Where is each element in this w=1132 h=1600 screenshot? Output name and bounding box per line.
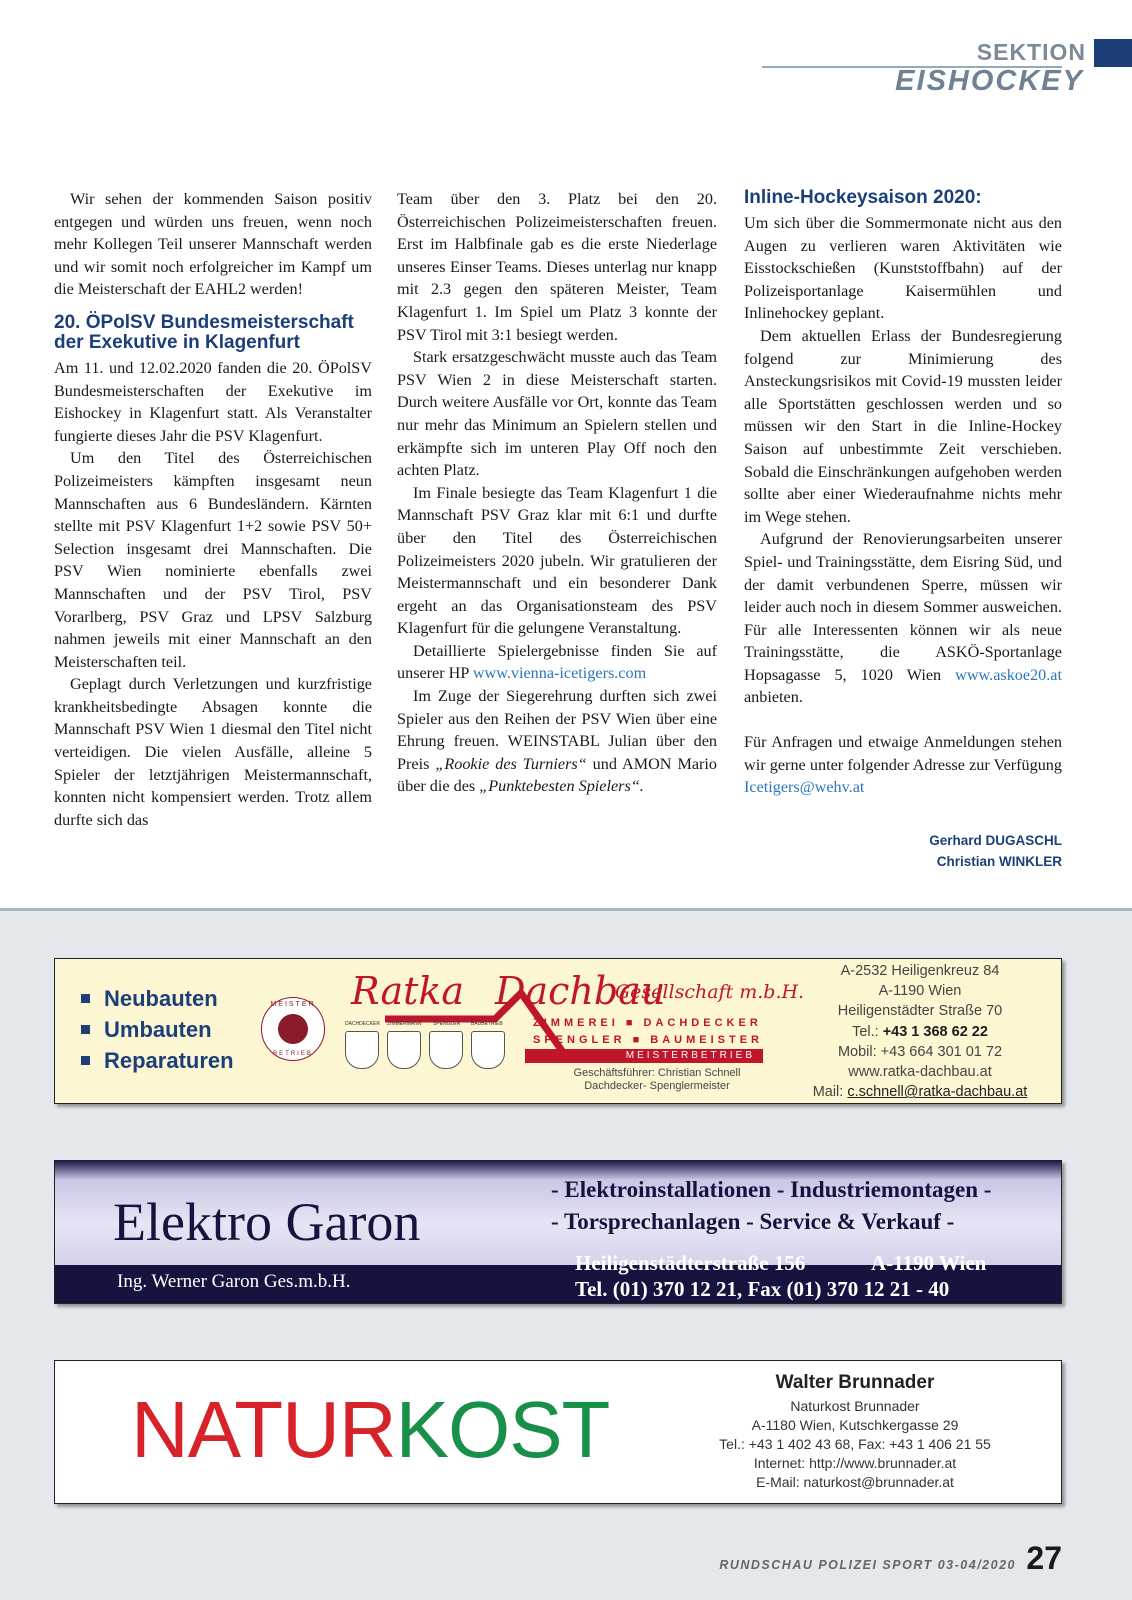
contact-line: Tel.: +43 1 402 43 68, Fax: +43 1 406 21 55 (719, 1436, 991, 1452)
ratka-dachbau-ad (54, 958, 1062, 1104)
vienna-icetigers-link[interactable]: www.vienna-icetigers.com (472, 664, 647, 683)
article-column-3 (744, 188, 1062, 799)
paragraph-text: Aufgrund der Renovierungsarbeiten unserer Spiel- und Trainingsstätte, dem Eisring Süd, und der damit verbundenen Sperre, müssen wir leider auch noch in diesem Sommer ausweichen. Für alle Interessenten können wir als neue Trainingsstätte, die ASKÖ-Sportanlage Hopsagasse 5, 1020 Wien (744, 530, 1062, 684)
mail-link[interactable]: c.schnell@ratka-dachbau.at (847, 1084, 1028, 1101)
gf-line: Geschäftsführer: Christian Schnell (573, 1067, 741, 1079)
author-name: Gerhard DUGASCHL (929, 833, 1062, 848)
square-bullet-icon (81, 1056, 90, 1065)
seal-emblem-icon (278, 1014, 308, 1044)
paragraph: Dem aktuellen Erlass der Bundesregierung folgend zur Minimierung des Ansteckungsrisikos mit Covid-19 mussten leider alle Sportstätten geschlossen werden und so müssen wir den Start in die Inline-Hockey Saison auf unbestimmte Zeit verschieben. Sobald die Einschränkungen aufgehoben werden sollte aber einer Wiederaufnahme nichts mehr im Wege stehen. (744, 326, 1062, 526)
mail-line (785, 1082, 1055, 1102)
crest-label: ZIMMERMANN (387, 1021, 422, 1027)
garon-phone: Tel. (01) 370 12 21, Fax (01) 370 12 21 - 40 (575, 1277, 950, 1301)
page-number: 27 (1026, 1540, 1062, 1576)
service-label: Neubauten (104, 986, 218, 1011)
contact-line: A-1180 Wien, Kutschkergasse 29 (751, 1417, 959, 1433)
paragraph (397, 685, 717, 798)
address-line: Heiligenstädter Straße 70 (837, 1003, 1003, 1020)
paragraph-text: und AMON Mario über die des (397, 754, 717, 796)
award-rookie: „Rookie des Turniers“ (435, 754, 587, 773)
logo-ratka: Ratka (351, 969, 465, 1013)
crest-label: DACHDECKER (345, 1021, 381, 1027)
service-item (81, 1014, 234, 1045)
askoe20-link[interactable]: www.askoe20.at (955, 665, 1062, 684)
trade-line-1: ZIMMEREI ■ DACHDECKER (533, 1017, 762, 1029)
paragraph: Team über den 3. Platz bei den 20. Österreichischen Polizeimeisterschaften freuen. Erst im Halbfinale gab es die erste Niederlage unseres Einser Teams. Dieses unterlag nur knapp mit 2.3 gegen den späteren Meister, Team Klagenfurt 1. Im Spiel um Platz 3 konnte der PSV Tirol mit 3:1 besiegt werden. (397, 190, 717, 344)
garon-city: A-1190 Wien (871, 1251, 987, 1275)
logo-dachbau: Dachbau (495, 969, 666, 1013)
crest-label: BAUBETRIEB (471, 1021, 503, 1027)
seal-text-top: MEISTER (270, 1001, 316, 1008)
seal-text-bottom: BETRIEB (273, 1051, 313, 1057)
email-link[interactable]: E-Mail: naturkost@brunnader.at (756, 1474, 954, 1490)
award-punktebester: „Punktebesten Spielers“. (479, 777, 644, 796)
gf-line: Dachdecker- Spenglermeister (584, 1080, 730, 1092)
website-link[interactable]: Internet: http://www.brunnader.at (753, 1455, 957, 1471)
phone-number: +43 1 368 62 22 (882, 1023, 988, 1040)
paragraph-text: anbieten. (744, 688, 803, 707)
paragraph: Um den Titel des Österreichischen Polizeimeisters kämpften insgesamt neun Mannschaften aus 6 Bundesländern. Kärnten stellte mit PSV Klagenfurt 1+2 sowie PSV 50+ Selection insgesamt drei Mannschaften. Die PSV Wien nominierte ebenfalls zwei Mannschaften und der PSV Tirol, PSV Vorarlberg, PSV Graz und LPSV Salzburg nahmen jeweils mit einer Mannschaft an den Meisterschaften teil. (54, 449, 372, 671)
naturkost-contact (655, 1369, 1055, 1492)
spengler-crest-icon (429, 1031, 463, 1069)
ratka-service-list (81, 983, 234, 1076)
square-bullet-icon (81, 994, 90, 1003)
logo-natur: NATUR (131, 1385, 396, 1474)
website-link[interactable]: www.ratka-dachbau.at (848, 1064, 992, 1081)
address-line: A-2532 Heiligenkreuz 84 (840, 963, 1000, 979)
logo-gesellschaft: Gesellschaft m.b.H. (615, 981, 805, 1003)
mobile-line: Mobil: +43 664 301 01 72 (837, 1043, 1003, 1060)
article-column-2 (397, 188, 717, 798)
section-header (752, 36, 1132, 96)
ratka-managing-director (557, 1067, 757, 1093)
phone-label: Tel.: (852, 1023, 879, 1040)
service-item (81, 983, 234, 1014)
article-heading: Inline-Hockeysaison 2020: (744, 187, 982, 208)
paragraph-text: Für Anfragen und etwaige Anmeldungen stehen wir gerne unter folgender Adresse zur Verfügung (744, 733, 1062, 774)
header-sektion: SEKTION (976, 39, 1086, 65)
garon-company-name: Elektro Garon (113, 1192, 421, 1252)
article-heading: 20. ÖPolSV Bundesmeisterschaft der Exekutive in Klagenfurt (54, 311, 354, 353)
garon-services-1: - Elektroinstallationen - Industriemontagen - (551, 1177, 992, 1202)
garon-services-2: - Torsprechanlagen - Service & Verkauf - (551, 1209, 955, 1234)
paragraph (397, 640, 717, 685)
paragraph: Geplagt durch Verletzungen und kurzfristige krankheitsbedingte Absagen konnte die Mannschaft PSV Wien 1 diesmal den Titel nicht verteidigen. Die vielen Ausfälle, alleine 5 Spieler der letztjährigen Meistermannschaft, konnten nicht kompensiert werden. Trotz allem durfte sich das (54, 675, 372, 829)
baubetrieb-crest-icon (471, 1031, 505, 1069)
meisterbetrieb-banner: MEISTERBETRIEB (525, 1049, 763, 1063)
authors (870, 830, 1062, 872)
garon-owner: Ing. Werner Garon Ges.m.b.H. (117, 1271, 351, 1292)
paragraph-gap (744, 709, 1062, 731)
article-column-1 (54, 188, 372, 831)
meisterbetrieb-seal-icon (261, 997, 325, 1061)
paragraph-text: Im Zuge der Siegerehrung durften sich zwei Spieler aus den Reihen der PSV Wien über eine Ehrung freuen. WEINSTABL Julian über den Preis (397, 687, 717, 773)
header-block (1094, 39, 1132, 67)
header-eishockey: EISHOCKEY (895, 65, 1084, 97)
ratka-logo (345, 963, 845, 1092)
paragraph: Wir sehen der kommenden Saison positiv entgegen und würden uns freuen, wenn noch mehr Kollegen Teil unserer Mannschaft werden und wir somit noch erfolgreicher im Kampf um die Meisterschaft der EAHL2 werden! (54, 190, 372, 299)
footer-magazine-title: RUNDSCHAU POLIZEI SPORT 03-04/2020 (719, 1558, 1016, 1572)
icetigers-email-link[interactable]: Icetigers@wehv.at (744, 778, 865, 797)
square-bullet-icon (81, 1025, 90, 1034)
mail-label: Mail: (812, 1084, 844, 1101)
paragraph: Am 11. und 12.02.2020 fanden die 20. ÖPolSV Bundesmeisterschaften der Exekutive im Eishockey in Klagenfurt statt. Als Veranstalter fungierte dieses Jahr die PSV Klagenfurt. (54, 358, 372, 445)
paragraph: Im Finale besiegte das Team Klagenfurt 1 die Mannschaft PSV Graz klar mit 6:1 und durfte über den Titel des Österreichischen Polizeimeisters 2020 jubeln. Wir gratulieren der Meistermannschaft und ein besonderer Dank ergeht an das Organisationsteam des PSV Klagenfurt für die gelungene Veranstaltung. (397, 483, 717, 638)
ratka-contact (785, 961, 1055, 1102)
author-name: Christian WINKLER (936, 854, 1062, 869)
paragraph (744, 528, 1062, 709)
service-label: Reparaturen (104, 1048, 234, 1073)
address-line: A-1190 Wien (878, 983, 962, 1000)
logo-kost: KOST (395, 1385, 610, 1474)
contact-line: Naturkost Brunnader (790, 1398, 920, 1414)
elektro-garon-ad (54, 1160, 1062, 1304)
trade-line-2: SPENGLER ■ BAUMEISTER (533, 1034, 763, 1046)
service-label: Umbauten (104, 1017, 212, 1042)
garon-address: Heiligenstädterstraße 156 (575, 1251, 806, 1275)
paragraph (744, 731, 1062, 799)
naturkost-ad (54, 1360, 1062, 1504)
paragraph: Um sich über die Sommermonate nicht aus den Augen zu verlieren waren Aktivitäten wie Eisstockschießen (Kunststoffbahn) auf der Polizeisportanlage Kaisermühlen und Inlinehockey geplant. (744, 214, 1062, 323)
paragraph: Stark ersatzgeschwächt musste auch das Team PSV Wien 2 in diese Meisterschaft starten. Durch weitere Ausfälle vor Ort, konnte das Team nur mehr das Minimum an Spielern stellen und erkämpfte sich im unteren Play Off noch den achten Platz. (397, 348, 717, 480)
zimmermann-crest-icon (387, 1031, 421, 1069)
paragraph-text: Detaillierte Spielergebnisse finden Sie auf unserer HP (397, 641, 717, 683)
service-item (81, 1045, 234, 1076)
naturkost-logo (131, 1385, 609, 1475)
dachdecker-crest-icon (345, 1031, 379, 1069)
phone-line (785, 1022, 1055, 1042)
crest-label: SPENGLER (433, 1021, 461, 1027)
naturkost-owner: Walter Brunnader (775, 1372, 935, 1393)
